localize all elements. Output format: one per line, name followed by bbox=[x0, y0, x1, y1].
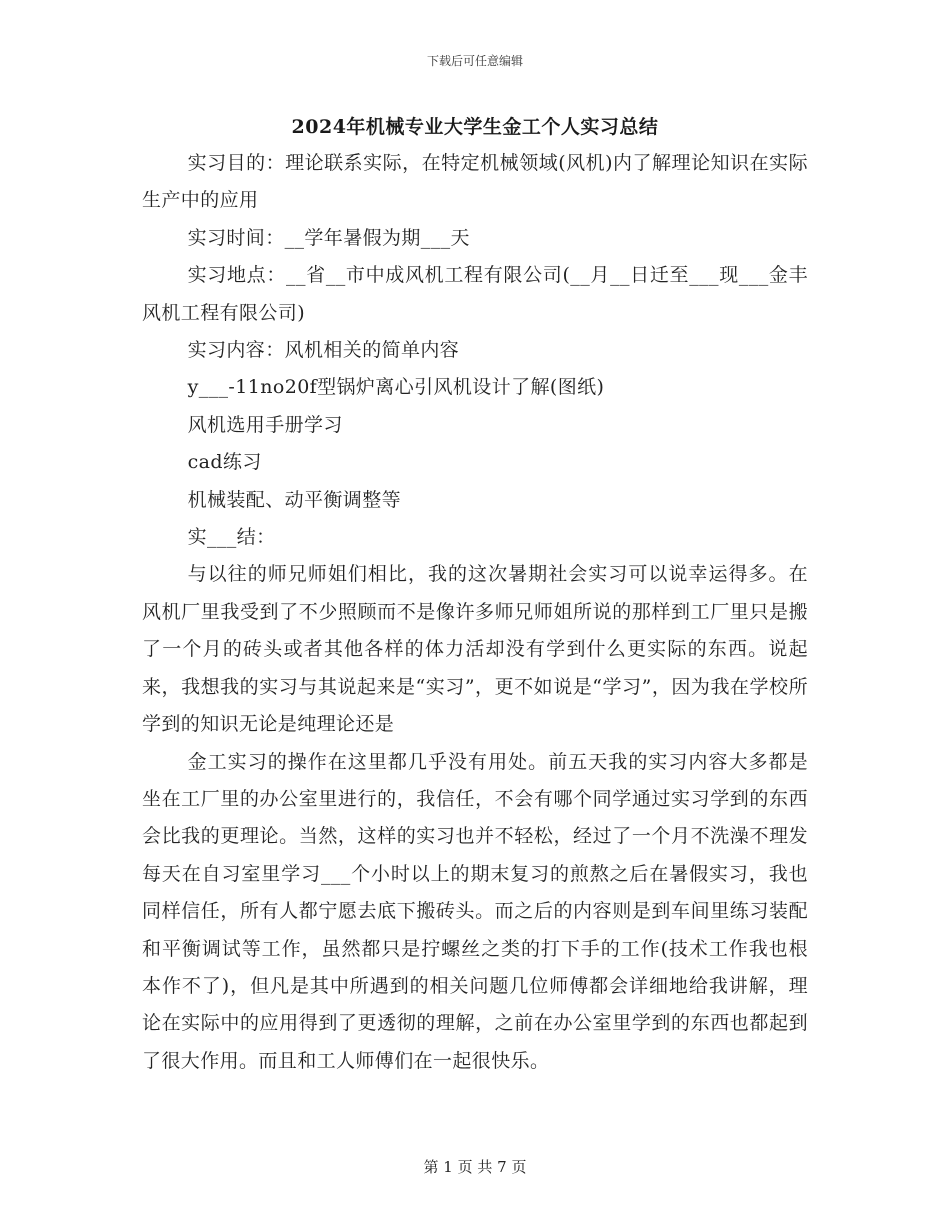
document-body bbox=[142, 145, 808, 1080]
paragraph-summary-2: 金工实习的操作在这里都几乎没有用处。前五天我的实习内容大多都是坐在工厂里的办公室里进行的，我信任，不会有哪个同学通过实习学到的东西会比我的更理论。当然，这样的实习也并不轻松，经过了一个月不洗澡不理发每天在自习室里学习___个小时以上的期末复习的煎熬之后在暑假实习，我也同样信任，所有人都宁愿去底下搬砖头。而之后的内容则是到车间里练习装配和平衡调试等工作，虽然都只是拧螺丝之类的打下手的工作(技术工作我也根本作不了)，但凡是其中所遇到的相关问题几位师傅都会详细地给我讲解，理论在实际中的应用得到了更透彻的理解，之前在办公室里学到的东西也都起到了很大作用。而且和工人师傅们在一起很快乐。 bbox=[142, 750, 808, 1072]
document-title: 2024年机械专业大学生金工个人实习总结 bbox=[291, 116, 659, 138]
paragraph-purpose: 实习目的：理论联系实际，在特定机械领域(风机)内了解理论知识在实际生产中的应用 bbox=[142, 152, 808, 212]
header-note: 下载后可任意编辑 bbox=[426, 54, 523, 68]
paragraph-content: 实习内容：风机相关的简单内容 bbox=[187, 339, 460, 362]
paragraph-summary-1: 与以往的师兄师姐们相比，我的这次暑期社会实习可以说幸运得多。在风机厂里我受到了不少照顾而不是像许多师兄师姐所说的那样到工厂里只是搬了一个月的砖头或者其他各样的体力活却没有学到什么更实际的东西。说起来，我想我的实习与其说起来是“实习”，更不如说是“学习”，因为我在学校所学到的知识无论是纯理论还是 bbox=[142, 563, 808, 736]
paragraph-item-fan-design: y___-11no20f型锅炉离心引风机设计了解(图纸) bbox=[187, 376, 605, 399]
paragraph-summary-heading: 实___结： bbox=[187, 526, 276, 549]
page-number: 第 1 页 共 7 页 bbox=[423, 1158, 527, 1176]
paragraph-item-manual: 风机选用手册学习 bbox=[187, 413, 343, 436]
paragraph-item-cad: cad练习 bbox=[187, 451, 262, 474]
paragraph-location: 实习地点：__省__市中成风机工程有限公司(__月__日迁至___现___金丰风机工程有限公司) bbox=[142, 264, 808, 324]
paragraph-item-assembly: 机械装配、动平衡调整等 bbox=[187, 488, 401, 511]
paragraph-time: 实习时间：__学年暑假为期___天 bbox=[187, 226, 470, 249]
